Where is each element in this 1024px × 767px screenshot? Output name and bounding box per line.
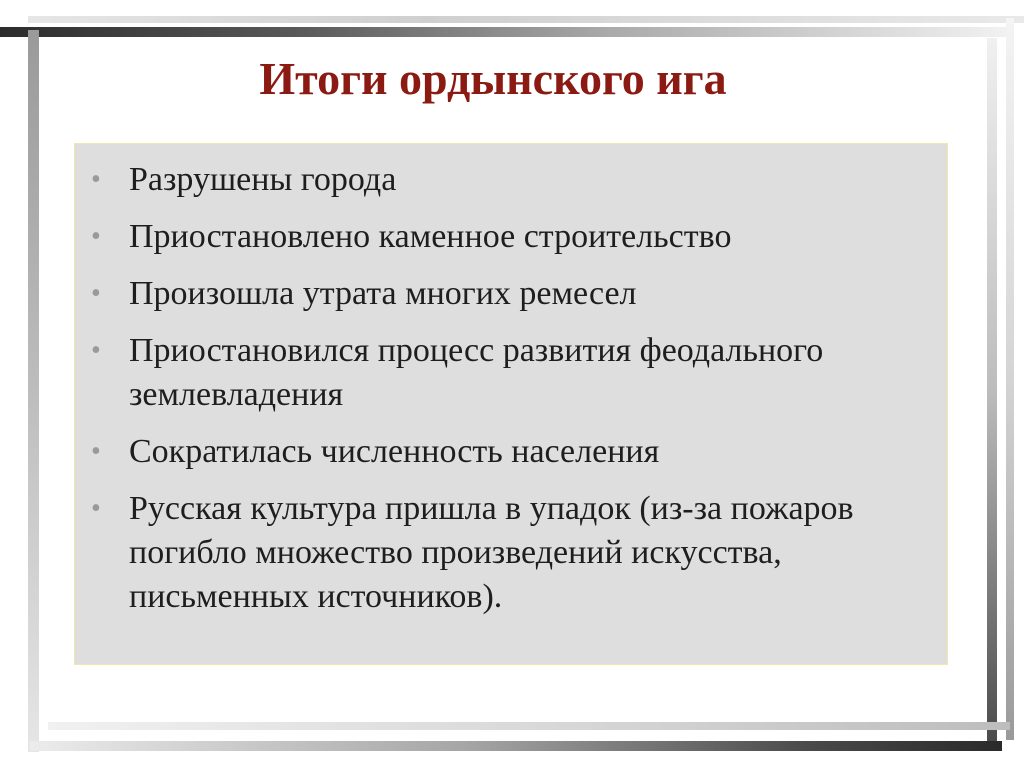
frame-bar-top-light [28,16,1024,23]
bullet-item [87,272,907,316]
frame-bar-right-light [1006,18,1014,740]
frame-bar-bottom-dark [30,741,1002,751]
bullet-item [87,215,907,259]
slide-title: Итоги ордынского ига [259,53,727,104]
bullet-item [87,158,907,202]
bullet-item [87,430,907,474]
frame-bar-left [28,30,39,752]
bullet-text: Приостановлено каменное строительство [129,218,732,255]
frame-bar-bottom-light [48,722,1010,730]
frame-bar-top-dark [0,27,1010,37]
bullet-icon: • [91,278,101,309]
bullet-text: Русская культура пришла в упадок (из-за пожаров погибло множество произведений искусства, письменных источников). [129,490,854,615]
bullet-text: Произошла утрата многих ремесел [129,275,637,312]
bullet-icon: • [91,493,101,524]
bullet-icon: • [91,436,101,467]
bullet-text: Приостановился процесс развития феодального землевладения [129,332,824,413]
bullet-item [87,329,907,417]
bullet-icon: • [91,221,101,252]
content-box [74,143,948,665]
bullet-icon: • [91,164,101,195]
bullet-item [87,487,907,619]
bullet-list [87,158,907,619]
frame-bar-right-dark [987,38,997,746]
bullet-text: Разрушены города [129,161,397,198]
bullet-text: Сократилась численность населения [129,433,660,470]
bullet-icon: • [91,335,101,366]
